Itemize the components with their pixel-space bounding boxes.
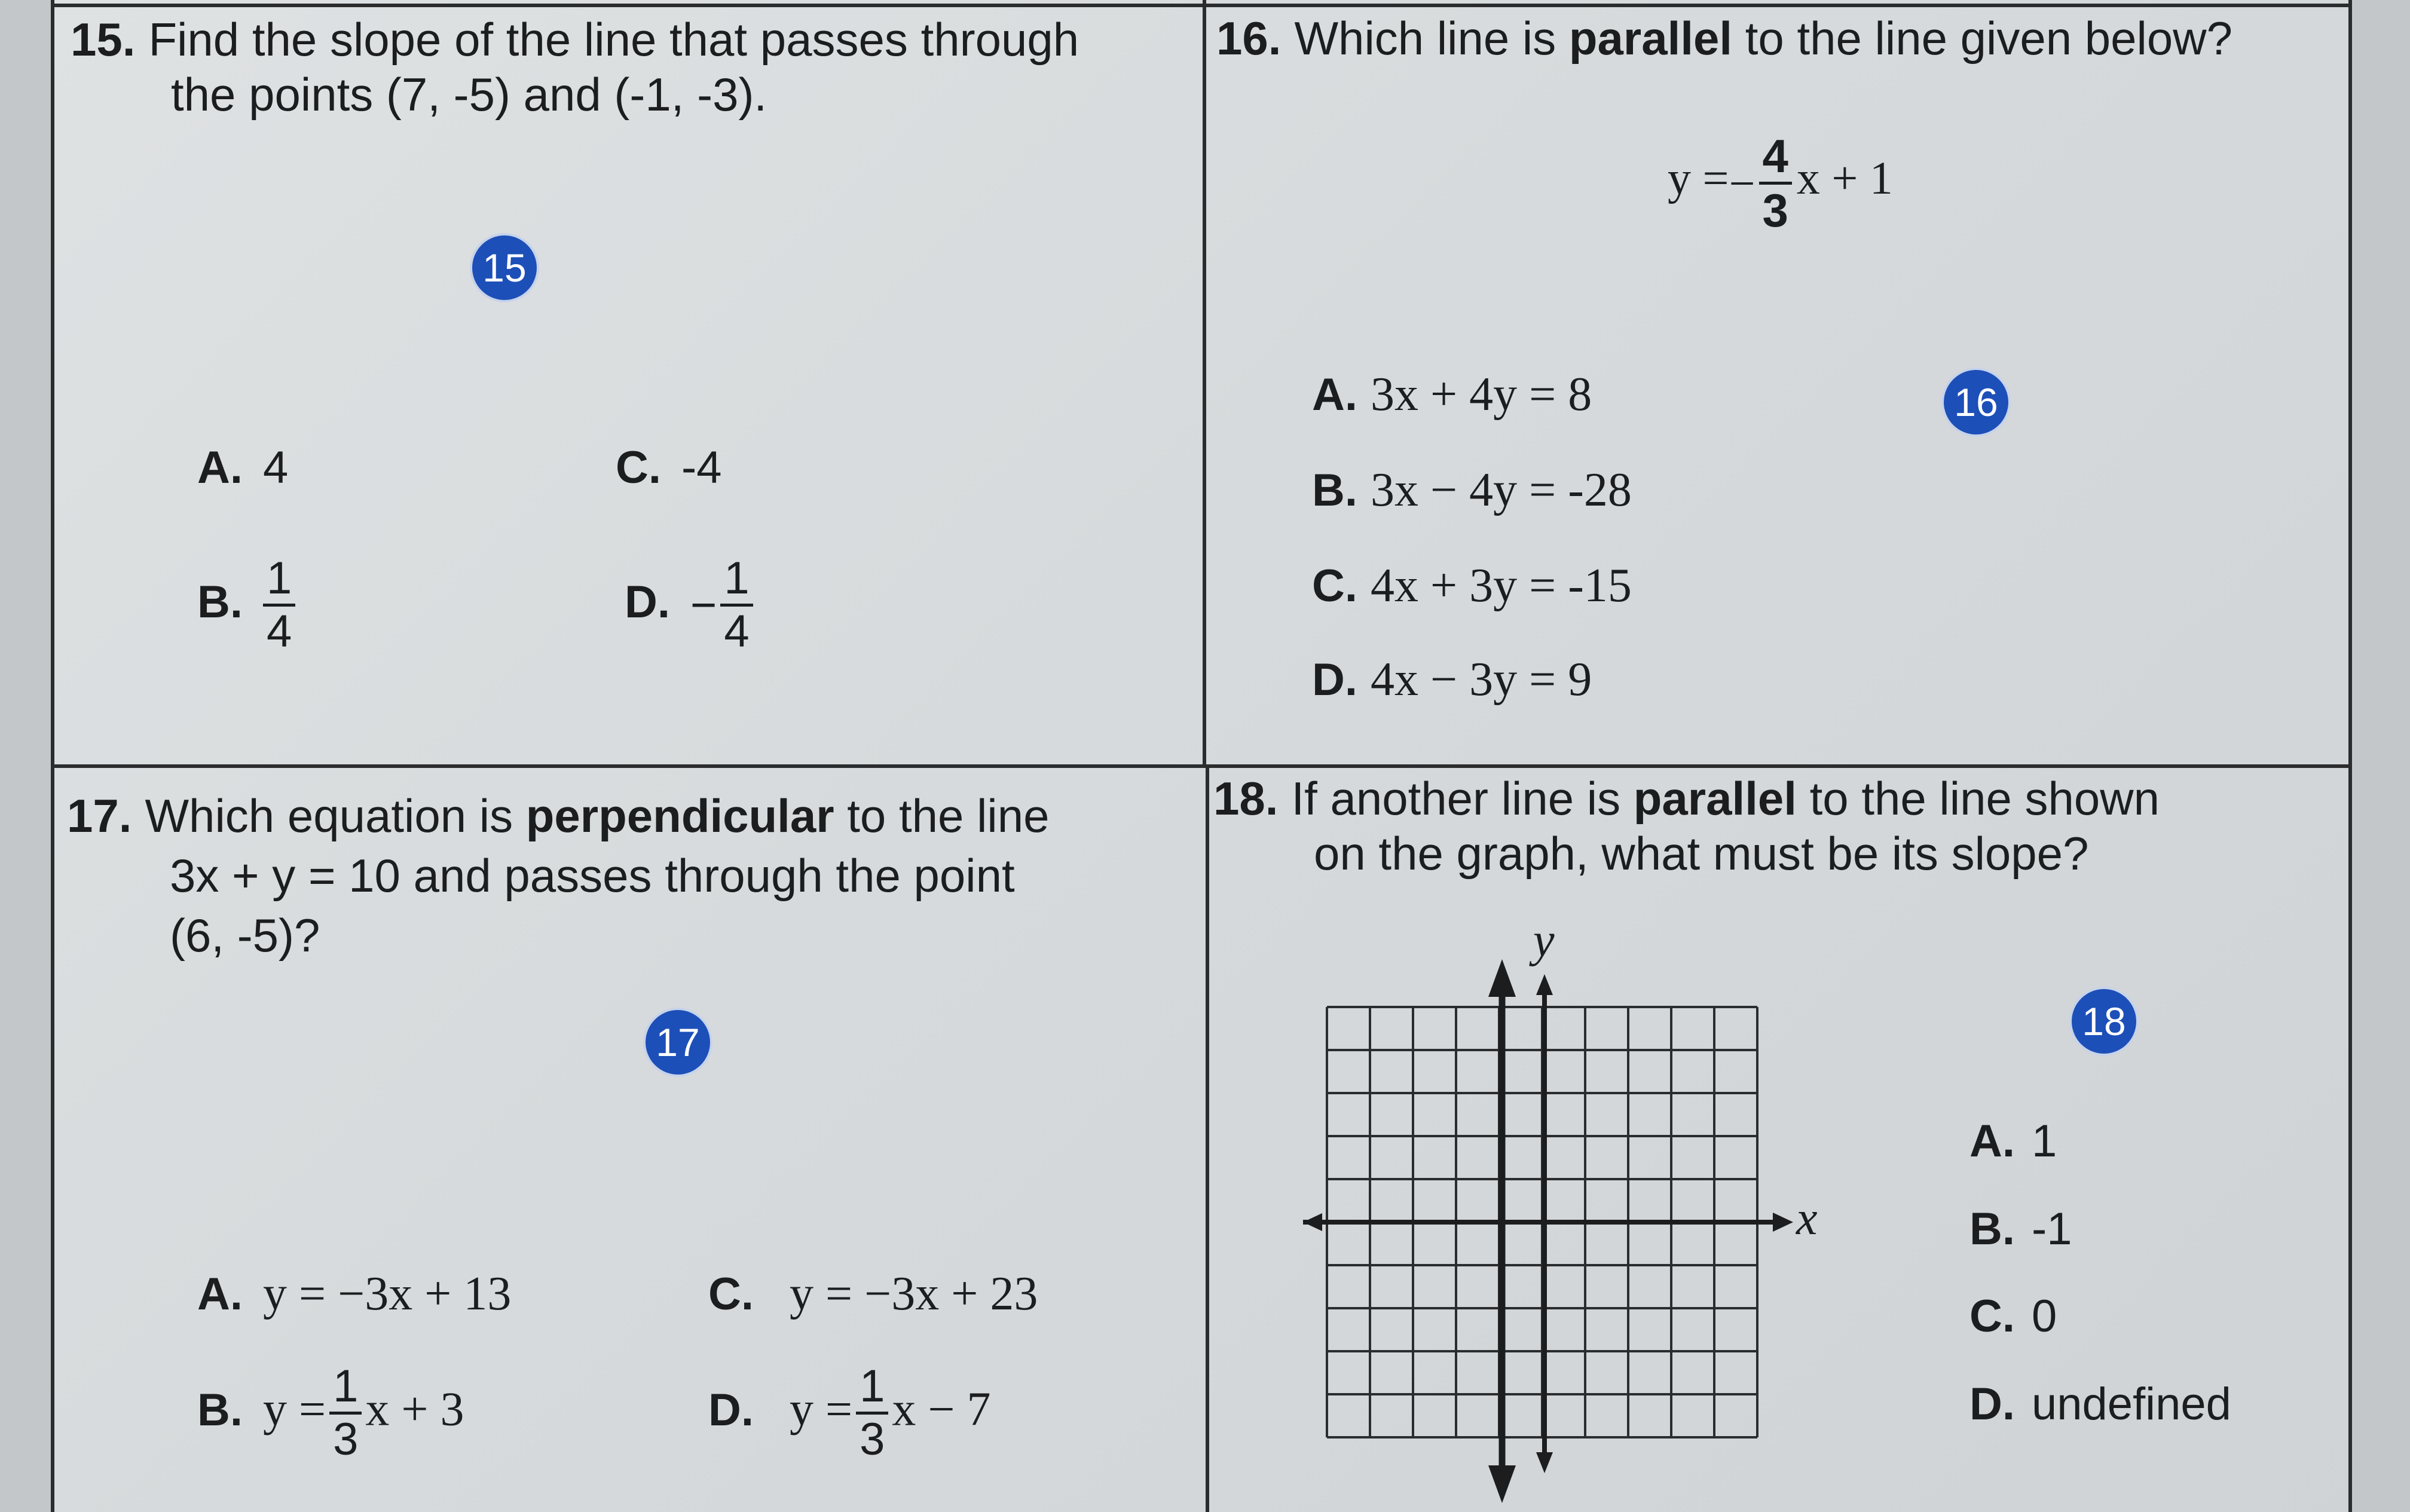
- q16-given-equation: [1668, 130, 1893, 237]
- fraction: [263, 553, 295, 657]
- option-value: 0: [2032, 1291, 2057, 1342]
- question-text-line2: the points (7, -5) and (-1, -3).: [171, 68, 767, 121]
- question-text-emphasis: perpendicular: [525, 789, 834, 842]
- option-value: 4x − 3y = 9: [1371, 653, 1592, 706]
- fraction: [329, 1361, 362, 1465]
- question-text-post: to the line: [834, 789, 1050, 842]
- question-number: 18.: [1213, 772, 1279, 825]
- option-letter: A.: [1312, 369, 1357, 420]
- question-text-pre: Which equation is: [145, 789, 526, 842]
- option-letter: C.: [708, 1269, 754, 1320]
- q18-option-b[interactable]: [1969, 1202, 2072, 1256]
- table-border-row-divider: [51, 764, 2352, 768]
- option-letter: B.: [197, 1384, 243, 1436]
- option-letter: D.: [625, 576, 670, 628]
- graphed-line-arrow-up: [1488, 959, 1516, 997]
- option-value: -1: [2032, 1204, 2072, 1254]
- q16-option-b[interactable]: [1312, 463, 1632, 518]
- equation-rhs: x + 1: [1796, 152, 1893, 204]
- q15-option-b[interactable]: [197, 553, 295, 657]
- q17-option-a[interactable]: [197, 1267, 511, 1321]
- x-axis-label: x: [1796, 1192, 1818, 1245]
- question-text-line2: 3x + y = 10 and passes through the point: [170, 849, 1015, 902]
- q15-option-c[interactable]: [616, 441, 722, 495]
- q17-option-d[interactable]: [708, 1361, 991, 1465]
- y-axis-label: y: [1533, 920, 1555, 967]
- q16-option-c[interactable]: [1312, 559, 1632, 613]
- question-number: 16.: [1216, 12, 1282, 65]
- x-axis-arrow-left: [1303, 1213, 1322, 1231]
- option-value: y = −3x + 23: [790, 1268, 1038, 1320]
- option-value: 3x + 4y = 8: [1371, 368, 1592, 421]
- q15-option-d[interactable]: [625, 553, 753, 657]
- q16-option-d[interactable]: [1312, 653, 1592, 707]
- option-value: 3x − 4y = -28: [1371, 464, 1632, 516]
- q18-option-d[interactable]: [1969, 1378, 2231, 1431]
- option-value: -4: [681, 442, 722, 493]
- q18-option-a[interactable]: [1969, 1115, 2057, 1168]
- equation-lhs: y =: [1668, 152, 1729, 204]
- option-letter: D.: [708, 1384, 754, 1436]
- option-letter: C.: [1969, 1291, 2015, 1342]
- y-axis-arrow-down: [1536, 1452, 1553, 1473]
- question-text-post: to the line given below?: [1732, 12, 2232, 65]
- y-axis-arrow-up: [1536, 974, 1553, 995]
- table-border-middle-top: [1203, 0, 1206, 766]
- numerator: 1: [267, 553, 292, 604]
- option-value: undefined: [2032, 1379, 2231, 1430]
- page-margin-right: [2352, 0, 2410, 1512]
- equation-rhs: x − 7: [892, 1383, 991, 1436]
- option-letter: A.: [1969, 1116, 2015, 1167]
- table-border-top: [51, 4, 2352, 7]
- equation-lhs: y =: [263, 1383, 326, 1436]
- numerator: 4: [1762, 130, 1788, 182]
- q16-option-a[interactable]: [1312, 368, 1592, 422]
- question-17-badge: 17: [646, 1010, 710, 1075]
- question-number: 17.: [67, 789, 132, 842]
- question-16: [1216, 11, 2232, 66]
- coordinate-graph: [1291, 920, 1829, 1506]
- fraction: [1759, 130, 1792, 237]
- question-16-badge: 16: [1944, 370, 2008, 434]
- graphed-line-arrow-down: [1488, 1465, 1516, 1503]
- q17-option-b[interactable]: [197, 1361, 464, 1465]
- q17-option-c[interactable]: [708, 1267, 1038, 1321]
- option-value: 4x + 3y = -15: [1371, 559, 1632, 612]
- question-18-badge: 18: [2072, 989, 2136, 1054]
- question-text-emphasis: parallel: [1633, 772, 1797, 825]
- option-letter: D.: [1969, 1379, 2015, 1430]
- question-text-line2: on the graph, what must be its slope?: [1314, 827, 2089, 880]
- table-border-middle-bottom: [1206, 766, 1209, 1512]
- table-border-right: [2348, 0, 2352, 1512]
- option-letter: C.: [1312, 561, 1357, 611]
- option-letter: B.: [1312, 465, 1357, 516]
- question-18: [1213, 771, 2160, 881]
- option-letter: B.: [1969, 1204, 2015, 1254]
- equation-lhs: y =: [790, 1383, 853, 1436]
- numerator: 1: [333, 1361, 359, 1412]
- option-letter: D.: [1312, 654, 1357, 705]
- denominator: 3: [1759, 182, 1792, 234]
- question-text-post: to the line shown: [1796, 772, 2160, 825]
- q18-option-c[interactable]: [1969, 1290, 2057, 1343]
- fraction: [856, 1361, 888, 1465]
- page-margin-left: [0, 0, 51, 1512]
- denominator: 4: [720, 604, 753, 654]
- option-value: 1: [2032, 1116, 2057, 1167]
- numerator: 1: [860, 1361, 885, 1412]
- negative-sign: −: [1729, 157, 1755, 209]
- negative-sign: −: [690, 579, 717, 630]
- table-border-left: [51, 0, 54, 1512]
- denominator: 4: [263, 604, 295, 654]
- option-letter: A.: [197, 442, 243, 493]
- question-15-badge: 15: [472, 235, 537, 300]
- q15-option-a[interactable]: [197, 441, 288, 495]
- question-text-line1: Find the slope of the line that passes through: [148, 13, 1079, 66]
- question-text-emphasis: parallel: [1568, 12, 1733, 65]
- question-text-line3: (6, -5)?: [170, 909, 320, 962]
- option-value: 4: [263, 442, 289, 493]
- question-text-pre: If another line is: [1291, 772, 1634, 825]
- numerator: 1: [724, 553, 750, 604]
- question-15: [71, 12, 1079, 122]
- option-letter: C.: [616, 442, 661, 493]
- question-text-pre: Which line is: [1294, 12, 1569, 65]
- x-axis-arrow-right: [1773, 1213, 1793, 1232]
- option-letter: B.: [197, 576, 243, 628]
- denominator: 3: [329, 1412, 362, 1462]
- equation-rhs: x + 3: [365, 1383, 464, 1436]
- option-value: y = −3x + 13: [263, 1268, 512, 1320]
- fraction: [720, 553, 753, 657]
- question-number: 15.: [71, 13, 136, 66]
- denominator: 3: [856, 1412, 888, 1462]
- option-letter: A.: [197, 1269, 243, 1320]
- question-17: [67, 786, 1050, 965]
